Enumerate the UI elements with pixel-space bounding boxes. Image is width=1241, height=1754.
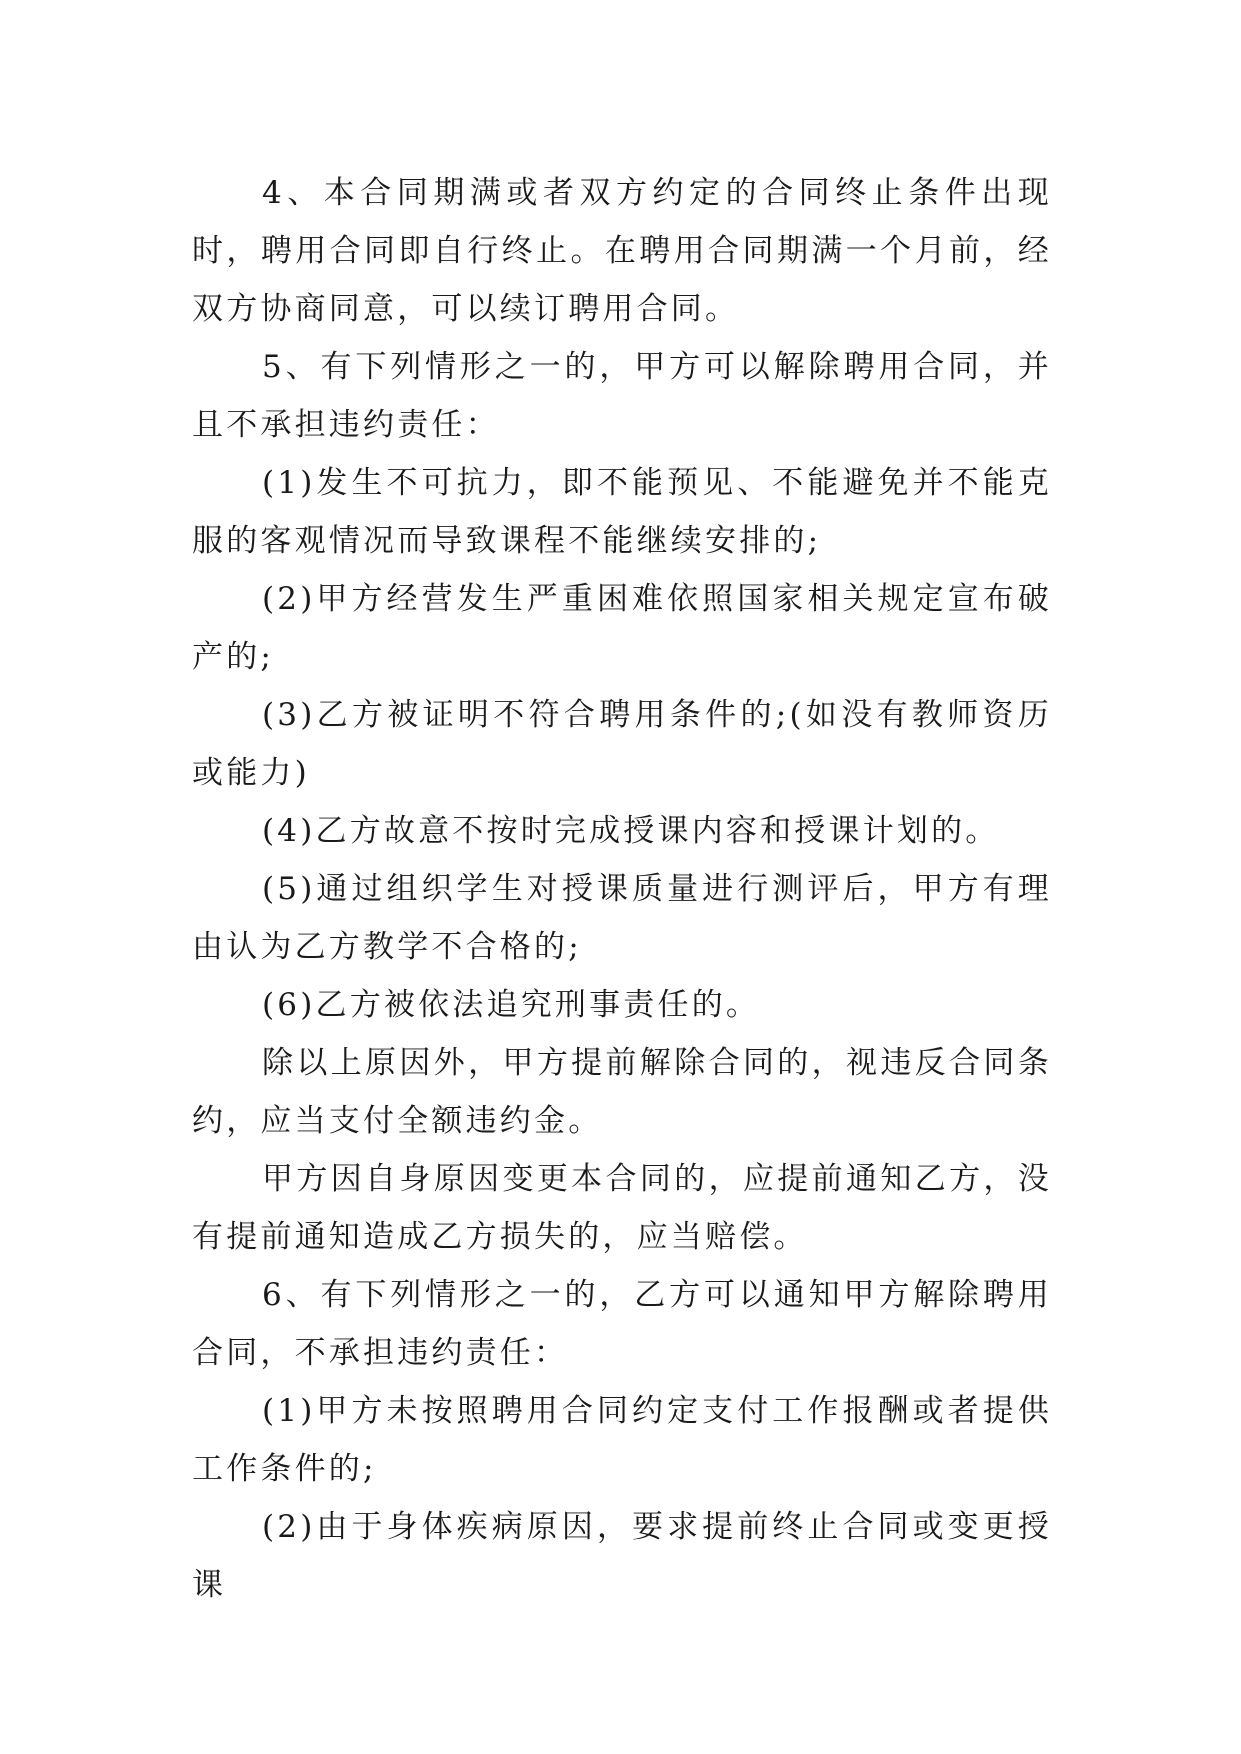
clause-6-item-2: (2)由于身体疾病原因，要求提前终止合同或变更授课 [192, 1509, 1052, 1603]
clause-6: 6、有下列情形之一的，乙方可以通知甲方解除聘用合同，不承担违约责任： [192, 1277, 1052, 1371]
clause-5-item-4: (4)乙方故意不按时完成授课内容和授课计划的。 [262, 813, 1000, 849]
clause-4: 4、本合同期满或者双方约定的合同终止条件出现时，聘用合同即自行终止。在聘用合同期满一个月前，经双方协商同意，可以续订聘用合同。 [192, 175, 1052, 327]
contract-body [192, 164, 1052, 1614]
clause-5-item-1: (1)发生不可抗力，即不能预见、不能避免并不能克服的客观情况而导致课程不能继续安排的; [192, 465, 1052, 559]
clause-5-item-3: (3)乙方被证明不符合聘用条件的;(如没有教师资历或能力) [192, 697, 1052, 791]
clause-6-item-1: (1)甲方未按照聘用合同约定支付工作报酬或者提供工作条件的; [192, 1393, 1052, 1487]
clause-5-item-6: (6)乙方被依法追究刑事责任的。 [262, 987, 761, 1023]
clause-5-penalty: 除以上原因外，甲方提前解除合同的，视违反合同条约，应当支付全额违约金。 [192, 1045, 1052, 1139]
clause-5: 5、有下列情形之一的，甲方可以解除聘用合同，并且不承担违约责任： [192, 349, 1052, 443]
clause-5-item-5: (5)通过组织学生对授课质量进行测评后，甲方有理由认为乙方教学不合格的; [192, 871, 1052, 965]
clause-5-change-notice: 甲方因自身原因变更本合同的，应提前通知乙方，没有提前通知造成乙方损失的，应当赔偿。 [192, 1161, 1052, 1255]
clause-5-item-2: (2)甲方经营发生严重困难依照国家相关规定宣布破产的; [192, 581, 1052, 675]
